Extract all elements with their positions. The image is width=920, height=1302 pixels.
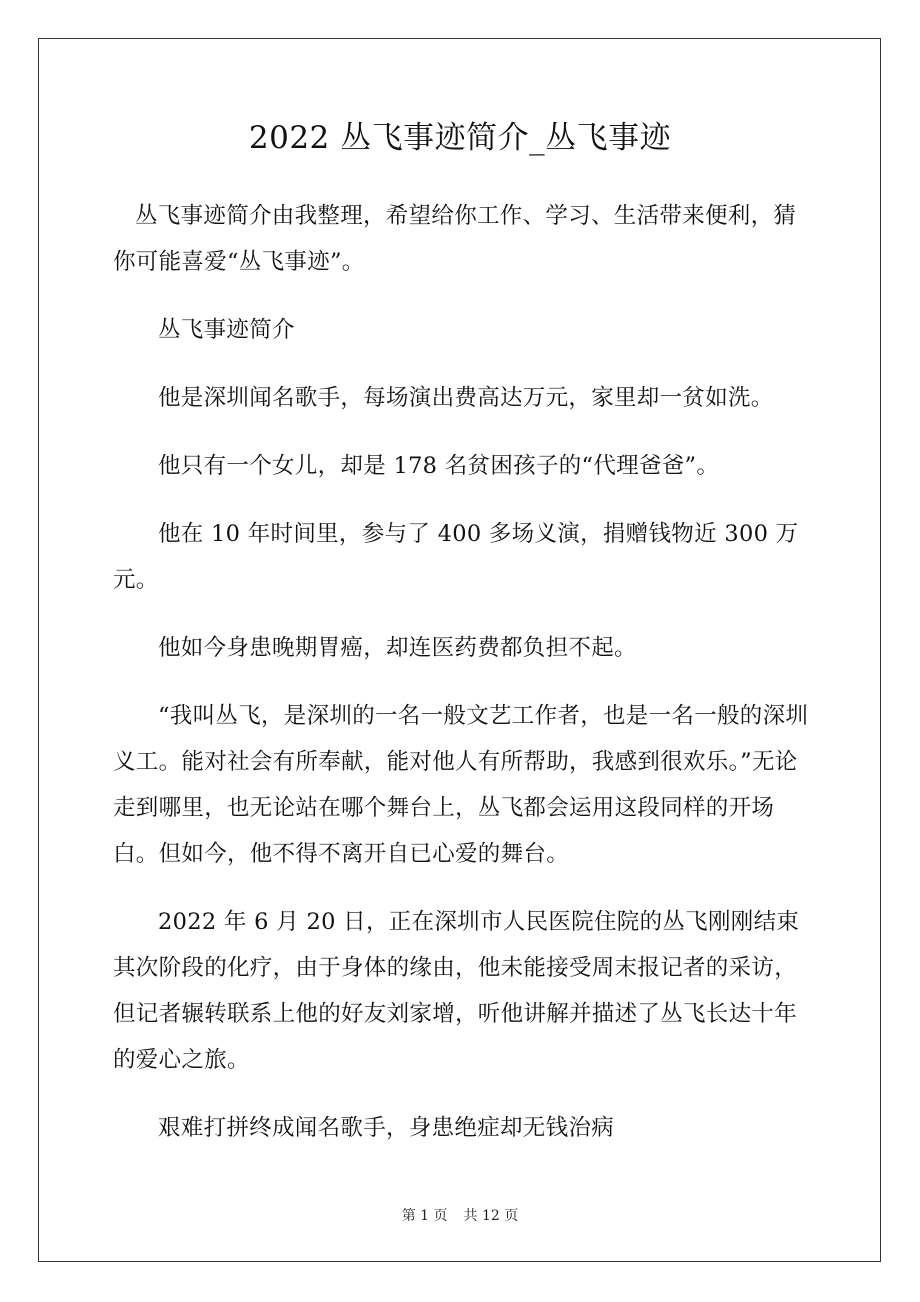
page-footer	[0, 1206, 920, 1226]
section-heading: 丛飞事迹简介	[158, 317, 295, 343]
document-title: 2022 丛飞事迹简介_丛飞事迹	[248, 120, 672, 156]
body-paragraph: “我叫丛飞，是深圳的一名一般文艺工作者，也是一名一般的深圳义工。能对社会有所奉献，能对他人有所帮助，我感到很欢乐。”无论走到哪里，也无论站在哪个舞台上，丛飞都会运用这段同样的开场白。但如今，他不得不离开自已心爱的舞台。	[113, 703, 809, 867]
page-number: 第 1 页	[401, 1208, 448, 1224]
page-total: 共 12 页	[463, 1208, 519, 1224]
document-body	[113, 193, 813, 1173]
intro-paragraph: 丛飞事迹简介由我整理，希望给你工作、学习、生活带来便利，猜你可能喜爱“丛飞事迹”。	[113, 203, 797, 275]
body-paragraph: 他是深圳闻名歌手，每场演出费高达万元，家里却一贫如洗。	[158, 385, 774, 411]
section-subheading: 艰难打拼终成闻名歌手，身患绝症却无钱治病	[158, 1115, 615, 1141]
body-paragraph: 他如今身患晚期胃癌，却连医药费都负担不起。	[158, 635, 637, 661]
body-paragraph: 2022 年 6 月 20 日，正在深圳市人民医院住院的丛飞刚刚结束其次阶段的化疗，由于身体的缘由，他未能接受周末报记者的采访，但记者辗转联系上他的好友刘家增，听他讲解并描述了丛飞长达十年的爱心之旅。	[113, 909, 800, 1073]
body-paragraph: 他在 10 年时间里，参与了 400 多场义演，捐赠钱物近 300 万元。	[113, 521, 799, 593]
body-paragraph: 他只有一个女儿，却是 178 名贫困孩子的“代理爸爸”。	[158, 453, 720, 479]
